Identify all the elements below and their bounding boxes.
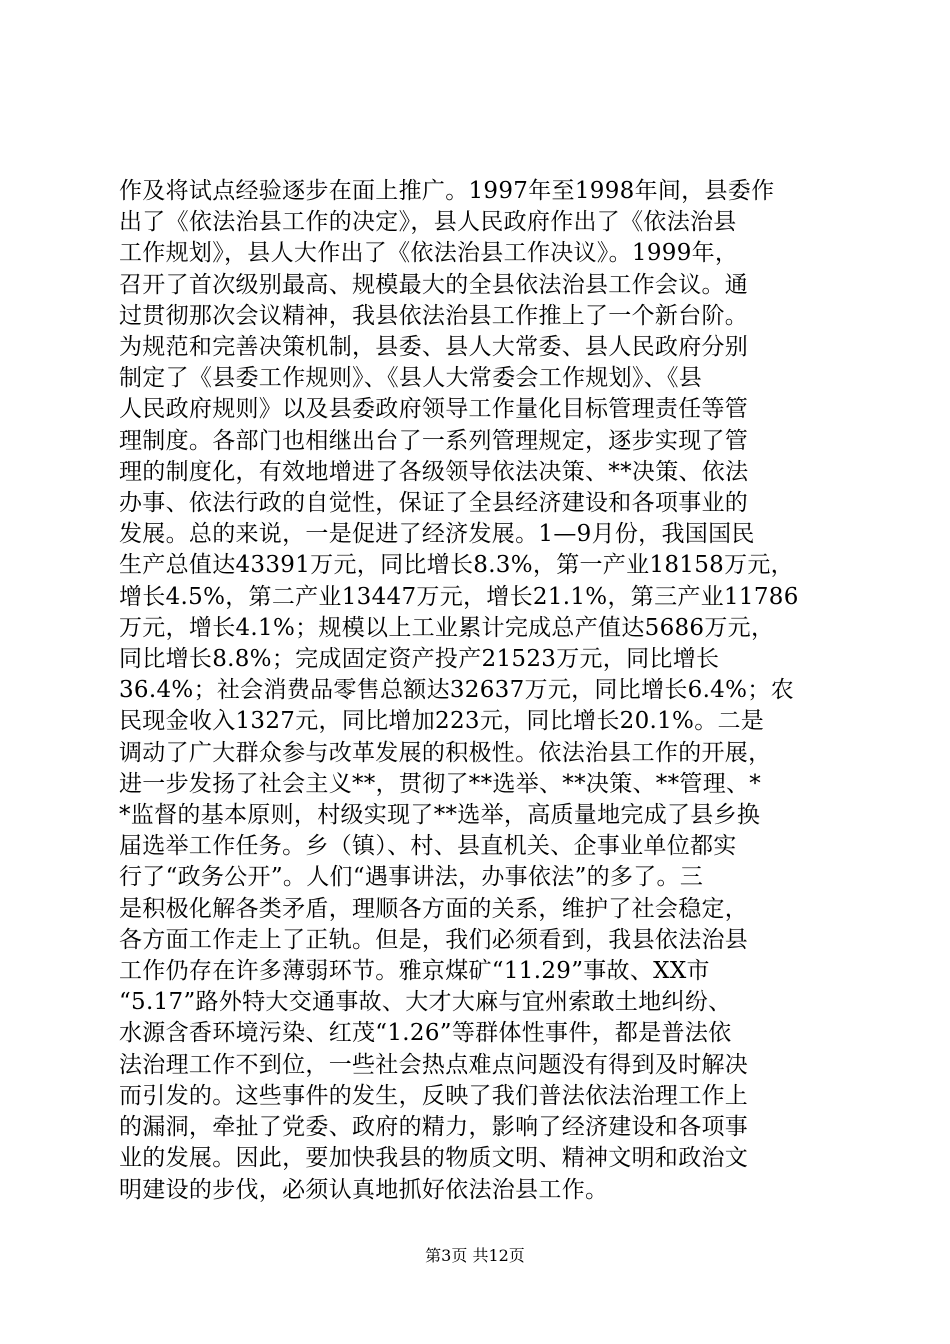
text-line: 生产总值达43391万元，同比增长8.3%，第一产业18158万元， bbox=[119, 552, 794, 579]
text-line: 的漏洞，牵扯了党委、政府的精力，影响了经济建设和各项事 bbox=[119, 1114, 749, 1141]
text-line: 届选举工作任务。乡（镇）、村、县直机关、企事业单位都实 bbox=[119, 833, 737, 860]
text-line: 法治理工作不到位，一些社会热点难点问题没有得到及时解决 bbox=[119, 1051, 749, 1078]
text-line: 作及将试点经验逐步在面上推广。1997年至1998年间，县委作 bbox=[119, 178, 775, 204]
text-line: 理的制度化，有效地增进了各级领导依法决策、**决策、依法 bbox=[119, 458, 749, 485]
text-line: 行了“政务公开”。人们“遇事讲法，办事依法”的多了。三 bbox=[119, 864, 704, 891]
text-line: 为规范和完善决策机制，县委、县人大常委、县人民政府分别 bbox=[119, 334, 749, 361]
text-line: 增长4.5%，第二产业13447万元，增长21.1%，第三产业11786 bbox=[119, 583, 799, 610]
text-line: 过贯彻那次会议精神，我县依法治县工作推上了一个新台阶。 bbox=[119, 302, 749, 329]
text-line: 明建设的步伐，必须认真地抓好依法治县工作。 bbox=[119, 1176, 609, 1203]
text-line: 进一步发扬了社会主义**，贯彻了**选举、**决策、**管理、* bbox=[119, 770, 762, 797]
text-line: 工作规划》，县人大作出了《依法治县工作决议》。1999年， bbox=[119, 240, 739, 267]
text-line: 同比增长8.8%；完成固定资产投产21523万元，同比增长 bbox=[119, 646, 720, 673]
text-line: 而引发的。这些事件的发生，反映了我们普法依法治理工作上 bbox=[119, 1082, 749, 1109]
text-line: 出了《依法治县工作的决定》，县人民政府作出了《依法治县 bbox=[119, 209, 737, 236]
text-line: *监督的基本原则，村级实现了**选举，高质量地完成了县乡换 bbox=[119, 802, 761, 829]
text-line: 万元，增长4.1%；规模以上工业累计完成总产值达5686万元， bbox=[119, 614, 775, 641]
text-line: 业的发展。因此，要加快我县的物质文明、精神文明和政治文 bbox=[119, 1145, 749, 1172]
body-paragraph bbox=[119, 176, 853, 1206]
text-line: 36.4%；社会消费品零售总额达32637万元，同比增长6.4%；农 bbox=[119, 677, 794, 704]
page-number: 第3页 共12页 bbox=[425, 1246, 525, 1265]
text-line: 各方面工作走上了正轨。但是，我们必须看到，我县依法治县 bbox=[119, 926, 749, 953]
text-line: 发展。总的来说，一是促进了经济发展。1—9月份，我国国民 bbox=[119, 521, 755, 548]
text-line: 调动了广大群众参与改革发展的积极性。依法治县工作的开展， bbox=[119, 739, 772, 766]
text-line: 民现金收入1327元，同比增加223元，同比增长20.1%。二是 bbox=[119, 708, 765, 735]
text-line: 工作仍存在许多薄弱环节。雅京煤矿“11.29”事故、XX市 bbox=[119, 958, 710, 985]
text-line: 召开了首次级别最高、规模最大的全县依法治县工作会议。通 bbox=[119, 271, 749, 298]
text-line: “5.17”路外特大交通事故、大才大麻与宜州索敢土地纠纷、 bbox=[119, 989, 732, 1016]
text-line: 人民政府规则》以及县委政府领导工作量化目标管理责任等管 bbox=[119, 396, 749, 423]
text-line: 水源含香环境污染、红茂“1.26”等群体性事件，都是普法依 bbox=[119, 1020, 732, 1047]
text-line: 办事、依法行政的自觉性，保证了全县经济建设和各项事业的 bbox=[119, 490, 749, 517]
text-line: 制定了《县委工作规则》、《县人大常委会工作规划》、《县 bbox=[119, 365, 703, 392]
text-line: 理制度。各部门也相继出台了一系列管理规定，逐步实现了管 bbox=[119, 427, 749, 454]
text-line: 是积极化解各类矛盾，理顺各方面的关系，维护了社会稳定， bbox=[119, 895, 749, 922]
